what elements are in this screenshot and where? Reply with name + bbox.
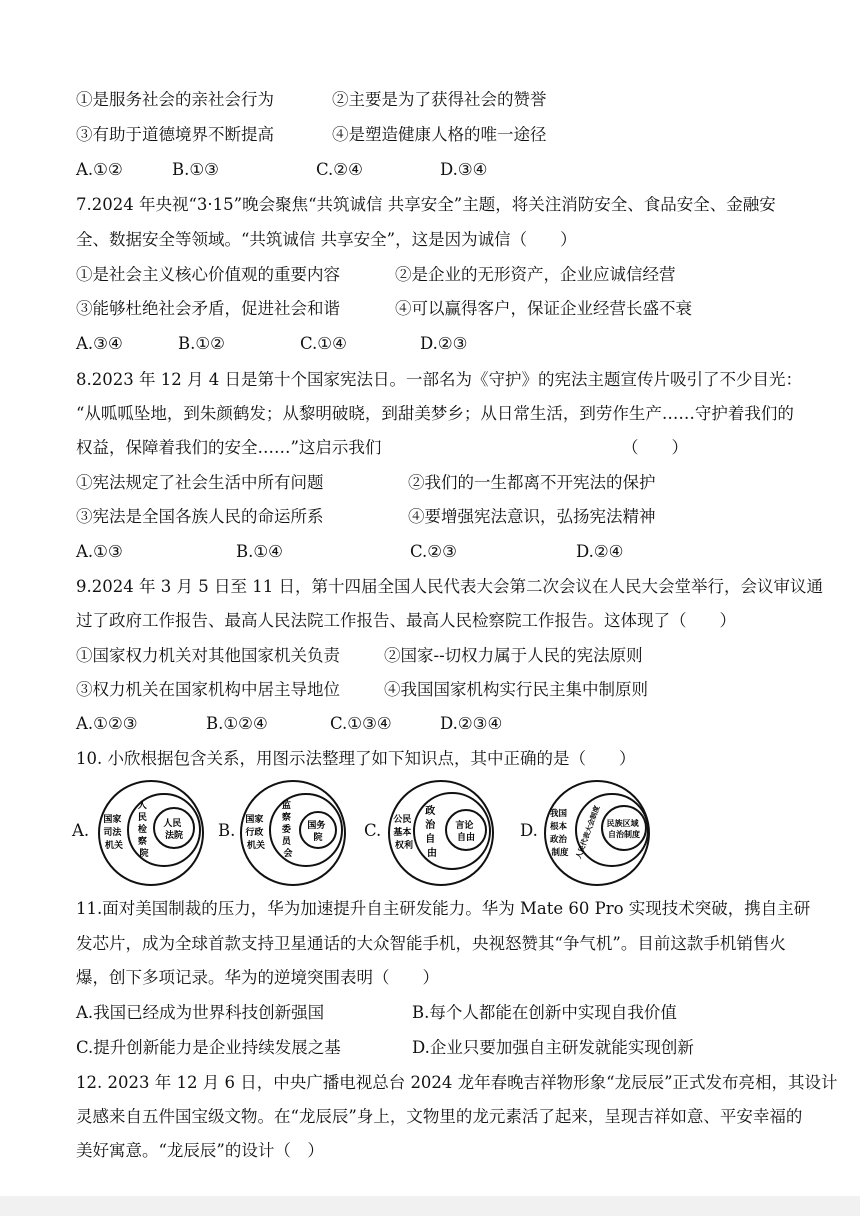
svg-text:监 察 委 员: 监 察 委 员 会 (281, 801, 293, 859)
q11-stem-line-3: 爆，创下多项记录。华为的逆境突围表明（ ） (76, 968, 439, 987)
q6-statement-3: ③有助于道德境界不断提高 (76, 125, 274, 144)
q6-statement-2: ②主要是为了获得社会的赞誉 (332, 90, 547, 109)
q10-choice-d: D. (520, 821, 538, 840)
q10-choice-a: A. (72, 821, 90, 840)
q9-choice-b: B.①②④ (206, 714, 268, 733)
q7-stem-line-1: 7.2024 年央视“3·15”晚会聚焦“共筑诚信 共享安全”主题，将关注消防安全、食品安全、金融安 (76, 195, 776, 214)
q11-choice-b: B.每个人都能在创新中实现自我价值 (412, 1003, 677, 1022)
q7-choice-d: D.②③ (420, 334, 468, 353)
svg-text:人民代表大会制度: 人民代表大会制度 (574, 804, 602, 860)
q10-diagram-b (238, 778, 348, 892)
svg-text:国家 行政 机关: 国家 行政 机关 (245, 815, 266, 851)
q7-stem-line-2: 全、数据安全等领域。“共筑诚信 共享安全”，这是因为诚信（ ） (76, 230, 577, 249)
q9-statement-4: ④我国国家机构实行民主集中制原则 (384, 680, 648, 699)
q9-stem-line-2: 过了政府工作报告、最高人民法院工作报告、最高人民检察院工作报告。这体现了（ ） (76, 611, 736, 630)
q7-statement-2: ②是企业的无形资产，企业应诚信经营 (395, 265, 676, 284)
q10-diagram-a (96, 778, 206, 892)
svg-text:我国 根本 政治 制度: 我国 根本 政治 制度 (550, 809, 569, 858)
svg-text:公民 基本 权利: 公民 基本 权利 (393, 815, 414, 851)
svg-text:言论 自由: 言论 自由 (455, 821, 476, 843)
q10-choice-b: B. (218, 821, 236, 840)
q8-statement-4: ④要增强宪法意识，弘扬宪法精神 (408, 507, 656, 526)
q6-choice-b: B.①③ (172, 160, 219, 179)
q11-choice-a: A.我国已经成为世界科技创新强国 (76, 1003, 325, 1022)
svg-text:人民 法院: 人民 法院 (163, 819, 184, 841)
q8-choice-c: C.②③ (410, 542, 457, 561)
q9-choice-a: A.①②③ (76, 714, 138, 733)
q8-choice-a: A.①③ (76, 542, 123, 561)
q9-statement-1: ①国家权力机关对其他国家机关负责 (76, 646, 340, 665)
q10-stem: 10. 小欣根据包含关系，用图示法整理了如下知识点，其中正确的是（ ） (76, 749, 636, 768)
q12-stem-line-2: 灵感来自五件国宝级文物。在“龙辰辰”身上，文物里的龙元素活了起来，呈现吉祥如意、平安幸福的 (76, 1107, 803, 1126)
q7-choice-c: C.①④ (300, 334, 347, 353)
q7-statement-4: ④可以赢得客户，保证企业经营长盛不衰 (395, 299, 692, 318)
q12-stem-line-1: 12. 2023 年 12 月 6 日，中央广播电视总台 2024 龙年春晚吉祥物形象“龙辰辰”正式发布亮相，其设计 (76, 1073, 838, 1092)
q6-choice-d: D.③④ (440, 160, 488, 179)
q6-choice-c: C.②④ (316, 160, 363, 179)
q6-statement-4: ④是塑造健康人格的唯一途径 (332, 125, 547, 144)
q8-choice-d: D.②④ (576, 542, 624, 561)
q8-choice-b: B.①④ (236, 542, 283, 561)
q8-answer-blank: （ ） (622, 438, 688, 457)
q8-stem-line-1: 8.2023 年 12 月 4 日是第十个国家宪法日。一部名为《守护》的宪法主题宣传片吸引了不少目光： (76, 370, 802, 389)
q9-statement-3: ③权力机关在国家机构中居主导地位 (76, 680, 340, 699)
q8-statement-1: ①宪法规定了社会生活中所有问题 (76, 473, 324, 492)
q11-stem-line-1: 11.面对美国制裁的压力，华为加速提升自主研发能力。华为 Mate 60 Pro 实现技术突破，携自主研 (76, 899, 811, 918)
q7-statement-3: ③能够杜绝社会矛盾，促进社会和谐 (76, 299, 340, 318)
q8-statement-2: ②我们的一生都离不开宪法的保护 (408, 473, 656, 492)
q8-stem-line-2: “从呱呱坠地，到朱颜鹤发；从黎明破晓，到甜美梦乡；从日常生活，到劳作生产……守护着我们的 (76, 404, 794, 423)
q10-diagram-c (386, 778, 496, 892)
q7-choice-b: B.①② (178, 334, 225, 353)
page-bottom-edge (0, 1196, 860, 1216)
q10-choice-c: C. (364, 821, 382, 840)
q10-diagram-d (540, 778, 654, 892)
svg-text:民族区域 自治制度: 民族区域 自治制度 (606, 819, 640, 839)
q11-choice-d: D.企业只要加强自主研发就能实现创新 (412, 1038, 694, 1057)
diag-a-outer-3: 机关 (104, 841, 124, 851)
q6-choice-a: A.①② (76, 160, 123, 179)
svg-text:国务 院: 国务 院 (307, 821, 326, 843)
svg-text:国家 司法 机关 (103, 813, 124, 851)
q8-stem-line-3: 权益，保障着我们的安全……”这启示我们 (76, 438, 382, 457)
q9-choice-d: D.②③④ (440, 714, 503, 733)
q12-stem-line-3: 美好寓意。“龙辰辰”的设计（ ） (76, 1141, 324, 1160)
q7-choice-a: A.③④ (76, 334, 123, 353)
q9-statement-2: ②国家--切权力属于人民的宪法原则 (384, 646, 643, 665)
diag-a-outer-1: 国家 (103, 815, 122, 825)
q11-choice-c: C.提升创新能力是企业持续发展之基 (76, 1038, 341, 1057)
q9-choice-c: C.①③④ (330, 714, 392, 733)
svg-text:人 民 检 察: 人 民 检 察 院 (137, 801, 149, 859)
q8-statement-3: ③宪法是全国各族人民的命运所系 (76, 507, 324, 526)
q6-statement-1: ①是服务社会的亲社会行为 (76, 90, 274, 109)
diag-a-outer-2: 司法 (103, 828, 122, 838)
q7-statement-1: ①是社会主义核心价值观的重要内容 (76, 265, 340, 284)
svg-text:政 治 自 由: 政 治 自 由 (425, 806, 437, 859)
q11-stem-line-2: 发芯片，成为全球首款支持卫星通话的大众智能手机，央视怒赞其“争气机”。目前这款手机销售火 (76, 934, 786, 953)
q9-stem-line-1: 9.2024 年 3 月 5 日至 11 日，第十四届全国人民代表大会第二次会议在人民大会堂举行，会议审议通 (76, 577, 823, 596)
